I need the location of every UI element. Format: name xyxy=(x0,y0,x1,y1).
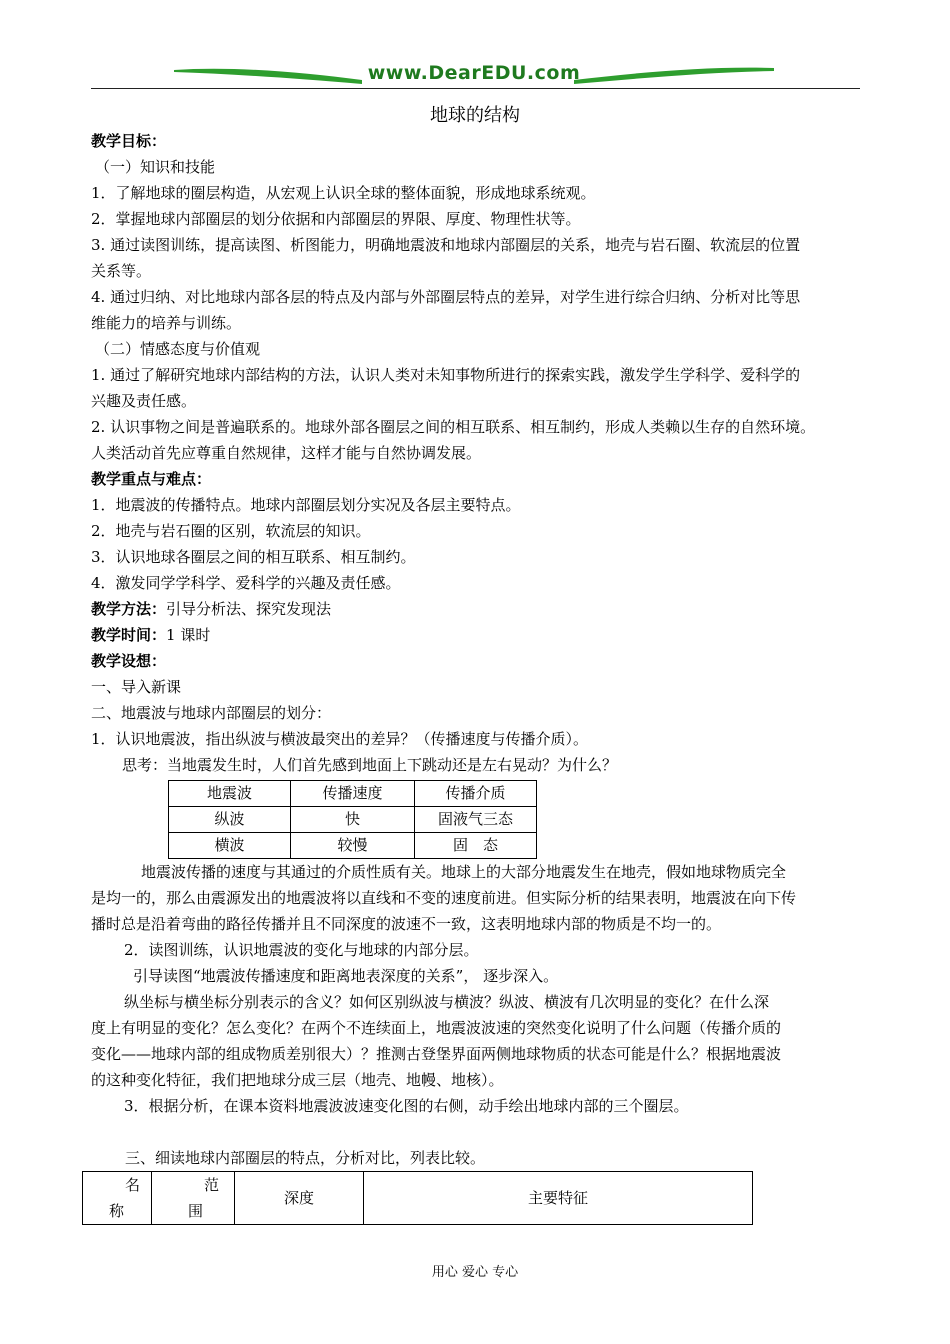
table-header-cell: 传播速度 xyxy=(291,781,415,807)
key-point-1: 1．地震波的传播特点。地球内部圈层划分实况及各层主要特点。 xyxy=(91,496,521,514)
table-row xyxy=(169,807,537,833)
step-2-2: 2．读图训练，认识地震波的变化与地球的内部分层。 xyxy=(124,941,479,959)
goal-3b: 关系等。 xyxy=(91,262,152,280)
paragraph-2a: 纵坐标与横坐标分别表示的含义？如何区别纵波与横波？纵波、横波有几次明显的变化？在什么深 xyxy=(124,993,770,1011)
table-cell: 横波 xyxy=(169,833,291,859)
table-cell: 纵波 xyxy=(169,807,291,833)
step-2: 二、地震波与地球内部圈层的划分： xyxy=(91,704,332,722)
key-point-3: 3．认识地球各圈层之间的相互联系、相互制约。 xyxy=(91,548,416,566)
paragraph-2b: 度上有明显的变化？怎么变化？在两个不连续面上，地震波波速的突然变化说明了什么问题（传播介质的 xyxy=(91,1019,782,1037)
step-2-1: 1．认识地震波，指出纵波与横波最突出的差异？（传播速度与传播介质）。 xyxy=(91,730,589,748)
paragraph-2c: 变化——地球内部的组成物质差别很大）？推测古登堡界面两侧地球物质的状态可能是什么？根据地震波 xyxy=(91,1045,782,1063)
goals-heading: 教学目标： xyxy=(91,132,167,150)
key-point-2: 2．地壳与岩石圈的区别，软流层的知识。 xyxy=(91,522,371,540)
goal-3a: 3. 通过读图训练，提高读图、析图能力，明确地震波和地球内部圈层的关系，地壳与岩石圈、软流层的位置 xyxy=(91,236,801,254)
attitude-2b: 人类活动首先应尊重自然规律，这样才能与自然协调发展。 xyxy=(91,444,482,462)
teaching-method xyxy=(91,596,863,622)
lesson-body xyxy=(91,128,863,1171)
table-header-cell: 地震波 xyxy=(169,781,291,807)
wave-table xyxy=(168,780,537,859)
page-title: 地球的结构 xyxy=(430,105,520,126)
header-range-bottom: 围 xyxy=(188,1202,204,1220)
table-cell: 固 态 xyxy=(415,833,537,859)
method-label: 教学方法： xyxy=(91,600,167,618)
paragraph-2d: 的这种变化特征，我们把地球分成三层（地壳、地幔、地核）。 xyxy=(91,1071,504,1089)
table-cell: 较慢 xyxy=(291,833,415,859)
design-heading: 教学设想： xyxy=(91,652,167,670)
teaching-time xyxy=(91,622,863,648)
step-2-3: 3．根据分析，在课本资料地震波波速变化图的右侧，动手绘出地球内部的三个圈层。 xyxy=(124,1097,689,1115)
table-header-cell xyxy=(152,1172,235,1225)
layer-table xyxy=(82,1171,753,1225)
header-range-top: 范 xyxy=(204,1176,220,1194)
table-row xyxy=(83,1172,753,1225)
goal-2: 2．掌握地球内部圈层的划分依据和内部圈层的界限、厚度、物理性状等。 xyxy=(91,210,581,228)
goals-sub-attitude: （二）情感态度与价值观 xyxy=(95,340,261,358)
table-row xyxy=(169,833,537,859)
key-points-heading: 教学重点与难点： xyxy=(91,470,212,488)
time-value: 1 课时 xyxy=(166,626,211,644)
site-url: www.DearEDU.com xyxy=(367,62,581,84)
table-cell: 快 xyxy=(291,807,415,833)
blank-line xyxy=(91,1119,863,1145)
goal-4b: 维能力的培养与训练。 xyxy=(91,314,242,332)
header-name-bottom: 称 xyxy=(109,1202,125,1220)
table-row xyxy=(169,781,537,807)
attitude-2a: 2. 认识事物之间是普遍联系的。地球外部各圈层之间的相互联系、相互制约，形成人类赖以生存的自然环境。 xyxy=(91,418,816,436)
header-name-top: 名 xyxy=(125,1176,141,1194)
paragraph-1a: 地震波传播的速度与其通过的介质性质有关。地球上的大部分地震发生在地壳，假如地球物质完全 xyxy=(141,863,787,881)
method-value: 引导分析法、探究发现法 xyxy=(166,600,332,618)
paragraph-1c: 播时总是沿着弯曲的路径传播并且不同深度的波速不一致，这表明地球内部的物质是不均一的。 xyxy=(91,915,722,933)
table-header-cell: 主要特征 xyxy=(364,1172,753,1225)
table-header-cell: 传播介质 xyxy=(415,781,537,807)
attitude-1b: 兴趣及责任感。 xyxy=(91,392,197,410)
paragraph-1b: 是均一的，那么由震源发出的地震波将以直线和不变的速度前进。但实际分析的结果表明，地震波在向下传 xyxy=(91,889,797,907)
site-logo-banner xyxy=(172,62,776,88)
step-1: 一、导入新课 xyxy=(91,678,182,696)
table-header-cell: 深度 xyxy=(235,1172,364,1225)
key-point-4: 4．激发同学学科学、爱科学的兴趣及责任感。 xyxy=(91,574,401,592)
step-3: 三、细读地球内部圈层的特点，分析对比，列表比较。 xyxy=(125,1149,486,1167)
goals-sub-knowledge: （一）知识和技能 xyxy=(95,158,216,176)
time-label: 教学时间： xyxy=(91,626,167,644)
page-footer: 用心 爱心 专心 xyxy=(431,1265,519,1280)
goal-4a: 4. 通过归纳、对比地球内部各层的特点及内部与外部圈层特点的差异，对学生进行综合归纳、分析对比等思 xyxy=(91,288,801,306)
attitude-1a: 1. 通过了解研究地球内部结构的方法，认识人类对未知事物所进行的探索实践，激发学生学科学、爱科学的 xyxy=(91,366,801,384)
table-cell: 固液气三态 xyxy=(415,807,537,833)
header-divider xyxy=(91,88,860,89)
guide-text: 引导读图“地震波传播速度和距离地表深度的关系”， 逐步深入。 xyxy=(133,967,559,985)
goal-1: 1．了解地球的圈层构造，从宏观上认识全球的整体面貌，形成地球系统观。 xyxy=(91,184,596,202)
table-header-cell xyxy=(83,1172,152,1225)
think-question: 思考：当地震发生时，人们首先感到地面上下跳动还是左右晃动？为什么？ xyxy=(122,756,618,774)
